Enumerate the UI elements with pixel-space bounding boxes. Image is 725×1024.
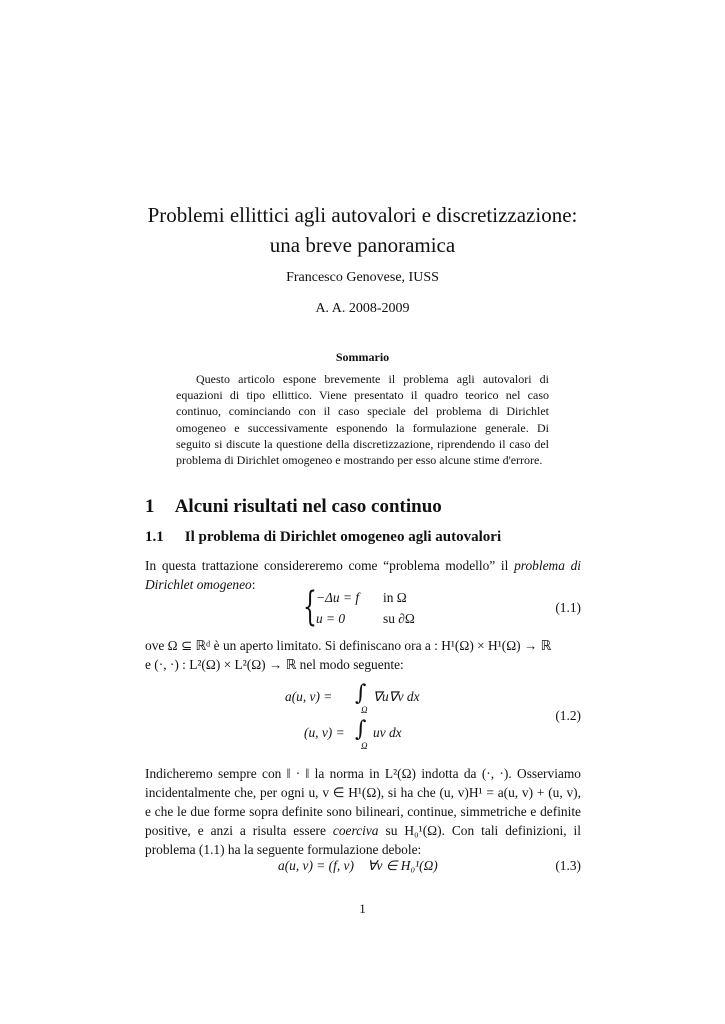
integral-sign-2: ∫ xyxy=(355,717,367,742)
eq12-row1-lhs: a(u, v) = xyxy=(285,689,333,704)
equation-number-1-2: (1.2) xyxy=(555,708,581,723)
paragraph-2 xyxy=(145,636,581,674)
paragraph-1-emphasis: problema di Dirichlet omogeneo xyxy=(145,558,582,592)
page-number: 1 xyxy=(359,901,366,916)
paragraph-3-text-1: Indicheremo sempre con ‖ · ‖ la norma in L²(Ω) indotta da (·, ·). Osserviamo incidentalmente che, per ogni u, v ∈ H¹(Ω), si ha che (u, v)H¹ = a(u, v) + (u, v), e che le due forme sopra definite sono bilineari, continue, simmetriche e definite positive, e anzi a risulta essere xyxy=(145,766,581,838)
eq12-domain-1: Ω xyxy=(361,705,368,715)
section-title: Alcuni risultati nel caso continuo xyxy=(174,496,442,517)
date: A. A. 2008-2009 xyxy=(315,301,410,316)
subsection-heading xyxy=(145,529,501,546)
eq12-domain-2: Ω xyxy=(361,741,368,751)
paragraph-2-line-2: e (·, ·) : L²(Ω) × L²(Ω) → ℝ nel modo seguente: xyxy=(145,657,404,672)
subsection-title: Il problema di Dirichlet omogeneo agli autovalori xyxy=(184,529,502,545)
left-brace: { xyxy=(303,584,317,630)
paper-title xyxy=(100,200,625,260)
eq12-row2-rhs: uv dx xyxy=(373,725,402,740)
eq11-row1-lhs: −Δu = f xyxy=(316,590,360,605)
eq11-row1-rhs: in Ω xyxy=(383,590,407,605)
abstract-text: Questo articolo espone brevemente il problema agli autovalori di equazioni di tipo ellittico. Viene presentato il quadro teorico nel caso continuo, cominciando con il caso speciale del problema di Dirichlet omogeneo e successivamente esponendo la formulazione generale. Di seguito si discute la questione della discretizzazione, riprendendo il caso del problema di Dirichlet omogeneo e mostrando per esso alcune stime d'errore. xyxy=(176,372,549,468)
eq13-formula: a(u, v) = (f, v) ∀v ∈ H₀¹(Ω) xyxy=(278,858,438,873)
paragraph-3 xyxy=(145,764,581,859)
paragraph-1-text: In questa trattazione considereremo come “problema modello” il xyxy=(145,558,515,573)
author: Francesco Genovese, IUSS xyxy=(286,270,439,285)
paragraph-3-emphasis: coerciva xyxy=(332,823,379,838)
section-number: 1 xyxy=(145,496,155,517)
subsection-number: 1.1 xyxy=(145,529,164,545)
paragraph-3-text-2: su H₀¹(Ω). Con tali definizioni, il problema (1.1) ha la seguente formulazione debole: xyxy=(145,823,581,857)
eq11-row2-rhs: su ∂Ω xyxy=(383,611,415,626)
eq11-row2-lhs: u = 0 xyxy=(316,611,346,626)
eq12-row2-lhs: (u, v) = xyxy=(304,725,345,740)
integral-sign-1: ∫ xyxy=(355,681,367,706)
eq12-row1-rhs: ∇u∇v dx xyxy=(373,689,420,704)
paragraph-2-line-1: ove Ω ⊆ ℝᵈ è un aperto limitato. Si definiscano ora a : H¹(Ω) × H¹(Ω) → ℝ xyxy=(145,638,552,653)
title-line-1: Problemi ellittici agli autovalori e discretizzazione: xyxy=(147,203,578,227)
equation-number-1-3: (1.3) xyxy=(555,858,581,873)
equation-number-1-1: (1.1) xyxy=(555,600,581,615)
paragraph-1-tail: : xyxy=(251,577,256,592)
section-heading xyxy=(145,496,442,518)
title-line-2: una breve panoramica xyxy=(269,233,456,257)
paragraph-1 xyxy=(145,556,581,594)
abstract-heading: Sommario xyxy=(335,350,390,364)
